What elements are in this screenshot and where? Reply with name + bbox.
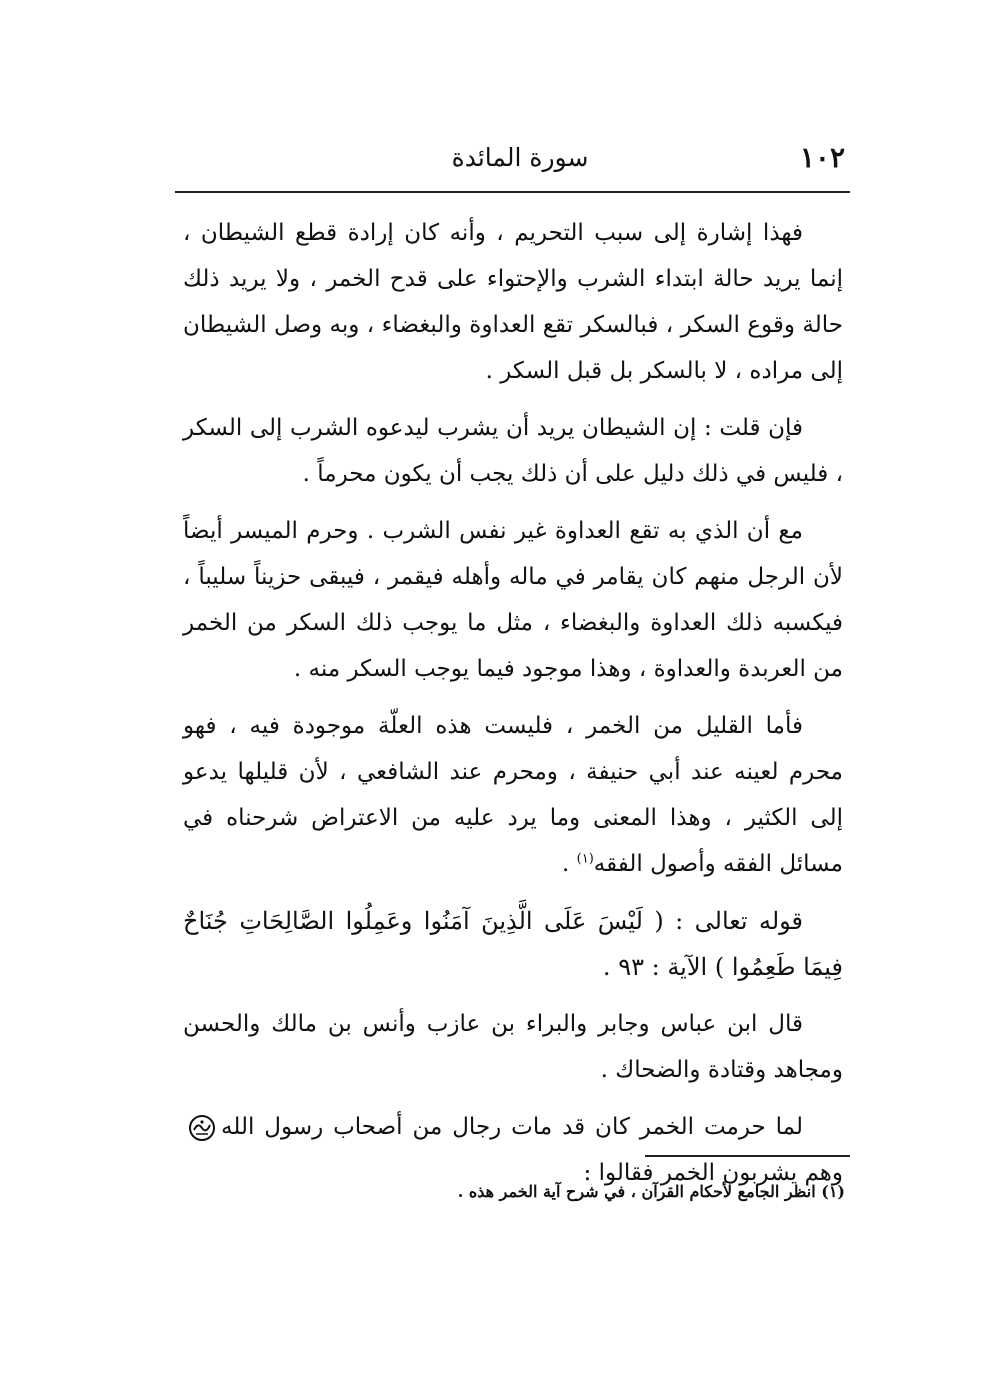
paragraph-4 bbox=[183, 703, 843, 887]
paragraph-1: فهذا إشارة إلى سبب التحريم ، وأنه كان إرادة قطع الشيطان ، إنما يريد حالة ابتداء الشرب والإحتواء على قدح الخمر ، ولا يريد ذلك حالة وقوع السكر ، فبالسكر تقع العداوة والبغضاء ، وبه وصل الشيطان إلى مراده ، لا بالسكر بل قبل السكر . bbox=[183, 220, 843, 384]
footnote: (١) انظر الجامع لأحكام القرآن ، في شرح آية الخمر هذه . bbox=[457, 1182, 845, 1201]
body-text bbox=[183, 210, 843, 1207]
header-rule bbox=[175, 191, 850, 193]
footnote-rule bbox=[645, 1155, 850, 1157]
last-paragraph-end: وهم يشربون الخمر فقالوا : bbox=[583, 1160, 843, 1186]
last-paragraph-start: لما حرمت الخمر كان قد مات رجال من أصحاب رسول الله bbox=[221, 1114, 803, 1140]
paragraph-3: مع أن الذي به تقع العداوة غير نفس الشرب . وحرم الميسر أيضاً لأن الرجل منهم كان يقامر في ماله وأهله فيقمر ، فيبقى حزيناً سليباً ، فيكسبه ذلك العداوة والبغضاء ، مثل ما يوجب ذلك السكر من الخمر من العربدة والعداوة ، وهذا موجود فيما يوجب السكر منه . bbox=[183, 518, 843, 682]
paragraph-2: فإن قلت : إن الشيطان يريد أن يشرب ليدعوه الشرب إلى السكر ، فليس في ذلك دليل على أن ذلك يجب أن يكون محرماً . bbox=[183, 415, 843, 487]
running-title: سورة المائدة bbox=[451, 143, 589, 172]
salawat-seal-icon bbox=[187, 1113, 217, 1143]
quran-verse: قوله تعالى : ( لَيْسَ عَلَى الَّذِينَ آمَنُوا وعَمِلُوا الصَّالِحَاتِ جُنَاحٌ فِيمَا طَعِمُوا ) الآية : ٩٣ . bbox=[183, 907, 843, 981]
footnote-reference: (١) bbox=[576, 851, 594, 867]
page-number: ١٠٢ bbox=[799, 141, 845, 174]
narrators-paragraph: قال ابن عباس وجابر والبراء بن عازب وأنس بن مالك والحسن ومجاهد وقتادة والضحاك . bbox=[183, 1011, 843, 1083]
paragraph-4-text: فأما القليل من الخمر ، فليست هذه العلّة موجودة فيه ، فهو محرم لعينه عند أبي حنيفة ، ومحرم عند الشافعي ، لأن قليلها يدعو إلى الكثير ، وهذا المعنى وما يرد عليه من الاعتراض شرحناه في مسائل الفقه وأصول الفقه bbox=[183, 713, 843, 877]
paragraph-4-end: . bbox=[562, 851, 577, 877]
